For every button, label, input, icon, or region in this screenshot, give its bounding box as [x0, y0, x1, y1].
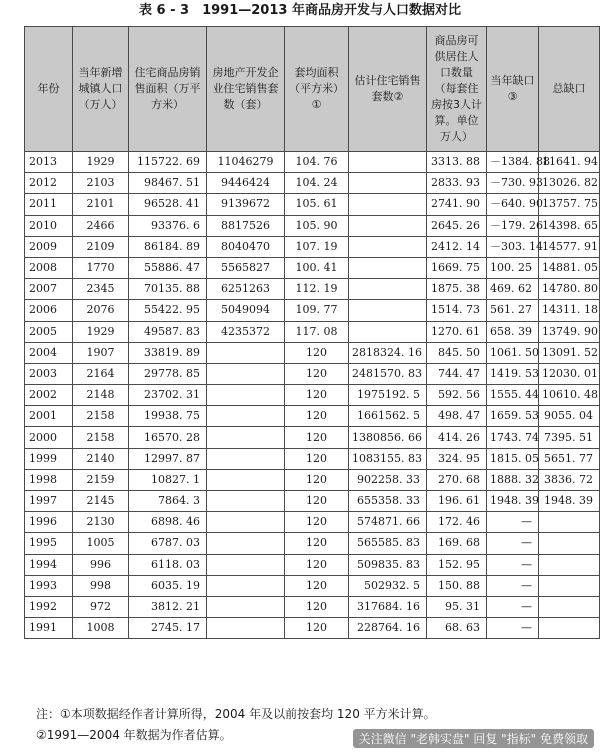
table-cell: 1270. 61 — [427, 321, 487, 342]
table-cell: 14577. 91 — [539, 236, 600, 257]
table-cell: 6787. 03 — [129, 533, 207, 554]
table-cell — [349, 321, 427, 342]
table-cell: －730. 93 — [487, 173, 539, 194]
table-cell: 2148 — [73, 385, 129, 406]
table-cell: 120 — [285, 448, 349, 469]
table-cell: 112. 19 — [285, 279, 349, 300]
table-cell — [207, 554, 285, 575]
table-cell: 1994 — [25, 554, 73, 575]
table-row — [25, 215, 600, 236]
table-cell — [207, 618, 285, 639]
table-cell — [349, 215, 427, 236]
table-cell: 29778. 85 — [129, 363, 207, 384]
table-cell: 1005 — [73, 533, 129, 554]
table-cell: 1995 — [25, 533, 73, 554]
table-cell: 2158 — [73, 427, 129, 448]
table-row — [25, 618, 600, 639]
table-cell — [539, 575, 600, 596]
table-cell — [207, 363, 285, 384]
table-cell: 1815. 05 — [487, 448, 539, 469]
table-cell: 19938. 75 — [129, 406, 207, 427]
footnote-2: ②1991—2004 年数据为作者估算。 — [36, 728, 232, 742]
table-cell: 86184. 89 — [129, 236, 207, 257]
table-row — [25, 321, 600, 342]
wechat-watermark: 关注微信 "老韩实盘" 回复 "指标" 免费领取 — [353, 729, 594, 748]
table-row — [25, 448, 600, 469]
table-cell: 2833. 93 — [427, 173, 487, 194]
table-cell: 5049094 — [207, 300, 285, 321]
table-cell: 6898. 46 — [129, 512, 207, 533]
table-cell: 4235372 — [207, 321, 285, 342]
table-cell: 2000 — [25, 427, 73, 448]
table-cell: — — [487, 575, 539, 596]
table-row — [25, 300, 600, 321]
column-header: 商品房可供居住人口数量（每套住房按3人计算。单位万人） — [427, 27, 487, 152]
table-cell: 12030. 01 — [539, 363, 600, 384]
table-cell: 120 — [285, 363, 349, 384]
table-cell — [539, 554, 600, 575]
table-cell: — — [487, 554, 539, 575]
table-cell: 11641. 94 — [539, 152, 600, 173]
table-cell — [207, 385, 285, 406]
table-cell: 2003 — [25, 363, 73, 384]
table-cell: 2140 — [73, 448, 129, 469]
table-cell: 1661562. 5 — [349, 406, 427, 427]
table-cell: 1998 — [25, 469, 73, 490]
table-cell: 1975192. 5 — [349, 385, 427, 406]
table-cell: 592. 56 — [427, 385, 487, 406]
table-cell: 2005 — [25, 321, 73, 342]
table-cell: 1875. 38 — [427, 279, 487, 300]
table-cell: 1061. 50 — [487, 342, 539, 363]
table-cell: 2164 — [73, 363, 129, 384]
table-cell: 1419. 53 — [487, 363, 539, 384]
table-cell: 2818324. 16 — [349, 342, 427, 363]
table-cell: 10827. 1 — [129, 469, 207, 490]
table-body — [25, 152, 600, 639]
table-cell: 120 — [285, 596, 349, 617]
table-title: 表 6 - 3 1991—2013 年商品房开发与人口数据对比 — [139, 3, 461, 18]
table-cell: 120 — [285, 618, 349, 639]
table-cell: 1907 — [73, 342, 129, 363]
table-cell: 2645. 26 — [427, 215, 487, 236]
table-cell: 2004 — [25, 342, 73, 363]
table-cell: 1997 — [25, 491, 73, 512]
table-cell: 120 — [285, 342, 349, 363]
table-cell: 120 — [285, 512, 349, 533]
table-cell: 317684. 16 — [349, 596, 427, 617]
table-cell — [539, 618, 600, 639]
table-cell: 658. 39 — [487, 321, 539, 342]
table-cell: 1991 — [25, 618, 73, 639]
column-header: 年份 — [25, 27, 73, 152]
table-cell: 2007 — [25, 279, 73, 300]
table-cell: 2012 — [25, 173, 73, 194]
table-row — [25, 173, 600, 194]
data-table — [24, 26, 600, 639]
table-cell: 1669. 75 — [427, 257, 487, 278]
table-cell: 9055. 04 — [539, 406, 600, 427]
table-cell: 270. 68 — [427, 469, 487, 490]
table-cell: 469. 62 — [487, 279, 539, 300]
table-cell: 5565827 — [207, 257, 285, 278]
table-cell: 100. 25 — [487, 257, 539, 278]
table-cell: 1083155. 83 — [349, 448, 427, 469]
table-row — [25, 469, 600, 490]
table-row — [25, 427, 600, 448]
table-cell: 11046279 — [207, 152, 285, 173]
table-cell: 6035. 19 — [129, 575, 207, 596]
table-cell: 13757. 75 — [539, 194, 600, 215]
table-cell: 2076 — [73, 300, 129, 321]
table-cell: 1659. 53 — [487, 406, 539, 427]
table-cell: 2481570. 83 — [349, 363, 427, 384]
table-cell: 14881. 05 — [539, 257, 600, 278]
table-cell: 196. 61 — [427, 491, 487, 512]
table-cell: 414. 26 — [427, 427, 487, 448]
table-cell: 115722. 69 — [129, 152, 207, 173]
table-cell: 152. 95 — [427, 554, 487, 575]
table-cell: 68. 63 — [427, 618, 487, 639]
table-cell: 1380856. 66 — [349, 427, 427, 448]
table-cell: 1929 — [73, 152, 129, 173]
table-row — [25, 257, 600, 278]
table-cell — [539, 533, 600, 554]
table-cell — [349, 300, 427, 321]
table-cell: 55886. 47 — [129, 257, 207, 278]
table-cell — [349, 194, 427, 215]
table-cell — [349, 173, 427, 194]
table-cell: 8040470 — [207, 236, 285, 257]
table-cell: — — [487, 618, 539, 639]
table-cell: 120 — [285, 491, 349, 512]
table-cell: 998 — [73, 575, 129, 596]
table-cell: — — [487, 533, 539, 554]
table-cell: 1993 — [25, 575, 73, 596]
table-cell: 169. 68 — [427, 533, 487, 554]
table-cell: 1948. 39 — [487, 491, 539, 512]
table-row — [25, 406, 600, 427]
table-cell: 498. 47 — [427, 406, 487, 427]
table-cell: 104. 76 — [285, 152, 349, 173]
table-cell: 2741. 90 — [427, 194, 487, 215]
table-cell: －179. 26 — [487, 215, 539, 236]
table-cell: 117. 08 — [285, 321, 349, 342]
table-cell: 172. 46 — [427, 512, 487, 533]
column-header: 住宅商品房销售面积（万平方米） — [129, 27, 207, 152]
table-cell: 902258. 33 — [349, 469, 427, 490]
table-cell — [207, 427, 285, 448]
table-cell: 8817526 — [207, 215, 285, 236]
table-cell: 1770 — [73, 257, 129, 278]
table-cell — [207, 406, 285, 427]
table-cell: 13026. 82 — [539, 173, 600, 194]
table-cell: 33819. 89 — [129, 342, 207, 363]
table-cell — [539, 596, 600, 617]
table-row — [25, 279, 600, 300]
table-cell: 150. 88 — [427, 575, 487, 596]
table-cell: 561. 27 — [487, 300, 539, 321]
table-row — [25, 152, 600, 173]
table-cell: －640. 90 — [487, 194, 539, 215]
table-cell: 2412. 14 — [427, 236, 487, 257]
column-header: 当年缺口③ — [487, 27, 539, 152]
table-cell: 14398. 65 — [539, 215, 600, 236]
table-cell: 996 — [73, 554, 129, 575]
table-cell: 95. 31 — [427, 596, 487, 617]
column-header: 总缺口 — [539, 27, 600, 152]
table-cell: －303. 14 — [487, 236, 539, 257]
table-row — [25, 596, 600, 617]
header-row — [25, 27, 600, 152]
table-cell — [207, 533, 285, 554]
table-cell: 1514. 73 — [427, 300, 487, 321]
table-cell: 10610. 48 — [539, 385, 600, 406]
table-cell: 2103 — [73, 173, 129, 194]
table-cell: 9139672 — [207, 194, 285, 215]
table-cell: 6251263 — [207, 279, 285, 300]
table-cell: 13091. 52 — [539, 342, 600, 363]
table-header — [25, 27, 600, 152]
table-cell: 1555. 44 — [487, 385, 539, 406]
table-cell: 3812. 21 — [129, 596, 207, 617]
table-cell: 105. 61 — [285, 194, 349, 215]
table-cell: 228764. 16 — [349, 618, 427, 639]
table-cell: 13749. 90 — [539, 321, 600, 342]
table-cell: 3836. 72 — [539, 469, 600, 490]
table-cell: 6118. 03 — [129, 554, 207, 575]
table-cell — [207, 491, 285, 512]
table-cell: 2745. 17 — [129, 618, 207, 639]
table-cell: 509835. 83 — [349, 554, 427, 575]
table-cell — [349, 257, 427, 278]
table-cell: 14780. 80 — [539, 279, 600, 300]
table-cell: 120 — [285, 554, 349, 575]
table-cell: 565585. 83 — [349, 533, 427, 554]
table-cell — [349, 236, 427, 257]
table-cell: 1743. 74 — [487, 427, 539, 448]
table-row — [25, 342, 600, 363]
table-cell — [207, 342, 285, 363]
table-row — [25, 385, 600, 406]
table-cell: 7395. 51 — [539, 427, 600, 448]
column-header: 房地产开发企业住宅销售套数（套） — [207, 27, 285, 152]
table-cell: 120 — [285, 406, 349, 427]
table-cell: 120 — [285, 575, 349, 596]
table-cell: 2130 — [73, 512, 129, 533]
table-cell: 1888. 32 — [487, 469, 539, 490]
table-cell: 1996 — [25, 512, 73, 533]
column-header: 套均面积（平方米）① — [285, 27, 349, 152]
table-row — [25, 554, 600, 575]
table-cell: 502932. 5 — [349, 575, 427, 596]
table-cell: 574871. 66 — [349, 512, 427, 533]
table-cell: 2158 — [73, 406, 129, 427]
table-cell: 104. 24 — [285, 173, 349, 194]
table-cell: 2011 — [25, 194, 73, 215]
table-cell: 93376. 6 — [129, 215, 207, 236]
table-cell: 107. 19 — [285, 236, 349, 257]
footnote-1: 注：①本项数据经作者计算所得，2004 年及以前按套均 120 平方米计算。 — [36, 707, 436, 721]
table-cell: 109. 77 — [285, 300, 349, 321]
table-cell — [207, 448, 285, 469]
table-cell — [539, 512, 600, 533]
table-cell: 2345 — [73, 279, 129, 300]
table-cell: 96528. 41 — [129, 194, 207, 215]
table-cell: 100. 41 — [285, 257, 349, 278]
table-cell: 2001 — [25, 406, 73, 427]
column-header: 当年新增城镇人口（万人） — [73, 27, 129, 152]
table-row — [25, 363, 600, 384]
table-cell: 14311. 18 — [539, 300, 600, 321]
table-cell: 744. 47 — [427, 363, 487, 384]
table-cell: — — [487, 596, 539, 617]
table-cell: 16570. 28 — [129, 427, 207, 448]
table-cell: 120 — [285, 427, 349, 448]
table-cell — [207, 469, 285, 490]
table-cell: 120 — [285, 469, 349, 490]
table-cell: 1929 — [73, 321, 129, 342]
table-cell: 12997. 87 — [129, 448, 207, 469]
table-cell: 98467. 51 — [129, 173, 207, 194]
table-cell: 1999 — [25, 448, 73, 469]
table-cell: 2008 — [25, 257, 73, 278]
table-cell: 7864. 3 — [129, 491, 207, 512]
table-row — [25, 194, 600, 215]
table-cell: 2466 — [73, 215, 129, 236]
table-cell: 3313. 88 — [427, 152, 487, 173]
table-cell: 972 — [73, 596, 129, 617]
table-cell: 845. 50 — [427, 342, 487, 363]
table-cell: 105. 90 — [285, 215, 349, 236]
column-header: 估计住宅销售套数② — [349, 27, 427, 152]
table-cell: 2101 — [73, 194, 129, 215]
table-cell — [207, 575, 285, 596]
table-row — [25, 236, 600, 257]
table-row — [25, 512, 600, 533]
table-cell: 49587. 83 — [129, 321, 207, 342]
table-cell: 2006 — [25, 300, 73, 321]
table-row — [25, 575, 600, 596]
table-cell: 2010 — [25, 215, 73, 236]
table-cell: 1948. 39 — [539, 491, 600, 512]
table-row — [25, 533, 600, 554]
table-cell — [349, 152, 427, 173]
table-row — [25, 491, 600, 512]
table-cell: 23702. 31 — [129, 385, 207, 406]
table-cell: 5651. 77 — [539, 448, 600, 469]
table-cell — [207, 512, 285, 533]
table-cell: 2009 — [25, 236, 73, 257]
table-cell: 2002 — [25, 385, 73, 406]
table-cell: 70135. 88 — [129, 279, 207, 300]
table-cell — [207, 596, 285, 617]
table-cell: 2145 — [73, 491, 129, 512]
table-cell: — — [487, 512, 539, 533]
table-cell: 120 — [285, 533, 349, 554]
table-cell — [349, 279, 427, 300]
table-cell: 324. 95 — [427, 448, 487, 469]
table-cell: 2109 — [73, 236, 129, 257]
table-cell: －1384. 88 — [487, 152, 539, 173]
table-cell: 655358. 33 — [349, 491, 427, 512]
table-cell: 120 — [285, 385, 349, 406]
table-cell: 55422. 95 — [129, 300, 207, 321]
table-cell: 2159 — [73, 469, 129, 490]
table-cell: 1008 — [73, 618, 129, 639]
table-cell: 9446424 — [207, 173, 285, 194]
table-cell: 2013 — [25, 152, 73, 173]
table-cell: 1992 — [25, 596, 73, 617]
